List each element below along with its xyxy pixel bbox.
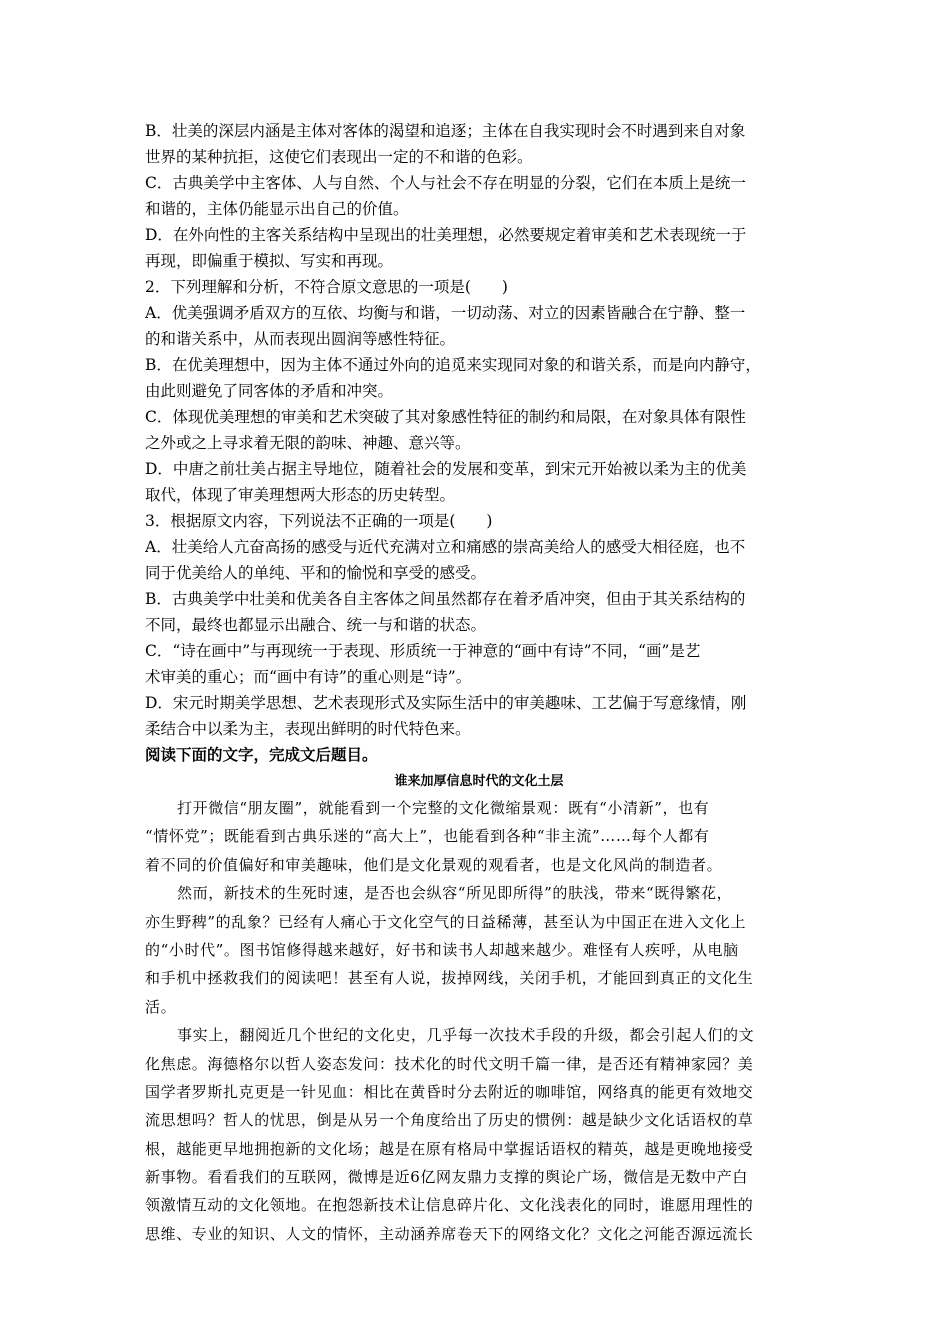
text-line: D．中唐之前壮美占据主导地位，随着社会的发展和变革，到宋元开始被以柔为主的优美 — [145, 460, 747, 478]
text-line: D．宋元时期美学思想、艺术表现形式及实际生活中的审美趣味、工艺偏于写意缘情，刚 — [145, 694, 747, 712]
text-line: 新事物。看看我们的互联网，微博是近6亿网友鼎力支撑的舆论广场，微信是无数中产白 — [145, 1168, 748, 1187]
text-line: 柔结合中以柔为主，表现出鲜明的时代特色来。 — [145, 720, 471, 738]
text-line: 同于优美给人的单纯、平和的愉悦和享受的感受。 — [145, 564, 487, 582]
document-page — [145, 118, 813, 1248]
text-line: 世界的某种抗拒，这使它们表现出一定的不和谐的色彩。 — [145, 148, 533, 166]
text-line: 的“小时代”。图书馆修得越来越好，好书和读书人却越来越少。难怪有人疾呼，从电脑 — [145, 940, 739, 959]
question-3-option-b — [145, 586, 813, 638]
text-line: 和谐的，主体仍能显示出自己的价值。 — [145, 200, 409, 218]
article-paragraph-2 — [145, 879, 813, 1021]
article-title: 谁来加厚信息时代的文化土层 — [394, 774, 564, 789]
question-3-stem: 3．根据原文内容，下列说法不正确的一项是( ) — [145, 512, 493, 530]
question-2-option-a — [145, 300, 813, 352]
text-line: 不同，最终也都显示出融合、统一与和谐的状态。 — [145, 616, 487, 634]
text-line: 和手机中拯救我们的阅读吧！甚至有人说，拔掉网线，关闭手机，才能回到真正的文化生 — [145, 969, 754, 988]
text-line: B．壮美的深层内涵是主体对客体的渴望和追逐；主体在自我实现时会不时遇到来自对象 — [145, 122, 746, 140]
text-line: 化焦虑。海德格尔以哲人姿态发问：技术化的时代文明千篇一律，是否还有精神家园？美 — [145, 1054, 754, 1073]
text-line: 着不同的价值偏好和审美趣味，他们是文化景观的观看者，也是文化风尚的制造者。 — [145, 855, 723, 874]
question-2-stem: 2．下列理解和分析，不符合原文意思的一项是( ) — [145, 278, 508, 296]
text-line: 事实上，翻阅近几个世纪的文化史，几乎每一次技术手段的升级，都会引起人们的文 — [177, 1026, 755, 1045]
option-c-block1 — [145, 170, 813, 222]
text-line: 活。 — [145, 997, 177, 1016]
question-2-option-d — [145, 456, 813, 508]
text-line: 取代，体现了审美理想两大形态的历史转型。 — [145, 486, 456, 504]
text-line: A．优美强调矛盾双方的互依、均衡与和谐，一切动荡、对立的因素皆融合在宁静、整一 — [145, 304, 746, 322]
text-line: C．古典美学中主客体、人与自然、个人与社会不存在明显的分裂，它们在本质上是统一 — [145, 174, 746, 192]
text-line: 亦生野稗”的乱象？已经有人痛心于文化空气的日益稀薄，甚至认为中国正在进入文化上 — [145, 912, 747, 931]
question-2-option-c — [145, 404, 813, 456]
text-line: 然而，新技术的生死时速，是否也会纵容“所见即所得”的肤浅，带来“既得繁花， — [177, 884, 733, 903]
article-paragraph-3 — [145, 1021, 813, 1248]
text-line: 流思想吗？哲人的忧思，倒是从另一个角度给出了历史的惯例：越是缺少文化话语权的草 — [145, 1111, 754, 1130]
text-line: “情怀党”；既能看到古典乐迷的“高大上”，也能看到各种“非主流”……每个人都有 — [145, 827, 710, 846]
text-line: A．壮美给人亢奋高扬的感受与近代充满对立和痛感的崇高美给人的感受大相径庭，也不 — [145, 538, 746, 556]
question-3-option-d — [145, 690, 813, 742]
question-3-option-c — [145, 638, 813, 690]
text-line: B．古典美学中壮美和优美各自主客体之间虽然都存在着矛盾冲突，但由于其关系结构的 — [145, 590, 746, 608]
text-line: 的和谐关系中，从而表现出圆润等感性特征。 — [145, 330, 456, 348]
option-d-block1 — [145, 222, 813, 274]
text-line: D．在外向性的主客关系结构中呈现出的壮美理想，必然要规定着审美和艺术表现统一于 — [145, 226, 747, 244]
text-line: 国学者罗斯扎克更是一针见血：相比在黄昏时分去附近的咖啡馆，网络真的能更有效地交 — [145, 1082, 754, 1101]
reading-instruction: 阅读下面的文字，完成文后题目。 — [145, 745, 378, 764]
text-line: 根，越能更早地拥抱新的文化场；越是在原有格局中掌握话语权的精英，越是更晚地接受 — [145, 1139, 754, 1158]
text-line: 术审美的重心；而“画中有诗”的重心则是“诗”。 — [145, 668, 472, 686]
text-line: C．“诗在画中”与再现统一于表现、形质统一于神意的“画中有诗”不同，“画”是艺 — [145, 642, 701, 660]
text-line: 之外或之上寻求着无限的韵味、神趣、意兴等。 — [145, 434, 471, 452]
text-line: 由此则避免了同客体的矛盾和冲突。 — [145, 382, 394, 400]
text-line: B．在优美理想中，因为主体不通过外向的追觅来实现同对象的和谐关系，而是向内静守， — [145, 356, 761, 374]
text-line: 再现，即偏重于模拟、写实和再现。 — [145, 252, 394, 270]
option-b-block1 — [145, 118, 813, 170]
text-line: 打开微信“朋友圈”，就能看到一个完整的文化微缩景观：既有“小清新”，也有 — [177, 799, 710, 817]
text-line: C．体现优美理想的审美和艺术突破了其对象感性特征的制约和局限，在对象具体有限性 — [145, 408, 746, 426]
article-paragraph-1 — [145, 794, 813, 879]
question-2-option-b — [145, 352, 813, 404]
text-line: 领激情互动的文化领地。在抱怨新技术让信息碎片化、文化浅表化的同时，谁愿用理性的 — [145, 1196, 754, 1215]
text-line: 思维、专业的知识、人文的情怀，主动涵养席卷天下的网络文化？文化之河能否源远流长 — [145, 1224, 754, 1243]
question-3-option-a — [145, 534, 813, 586]
